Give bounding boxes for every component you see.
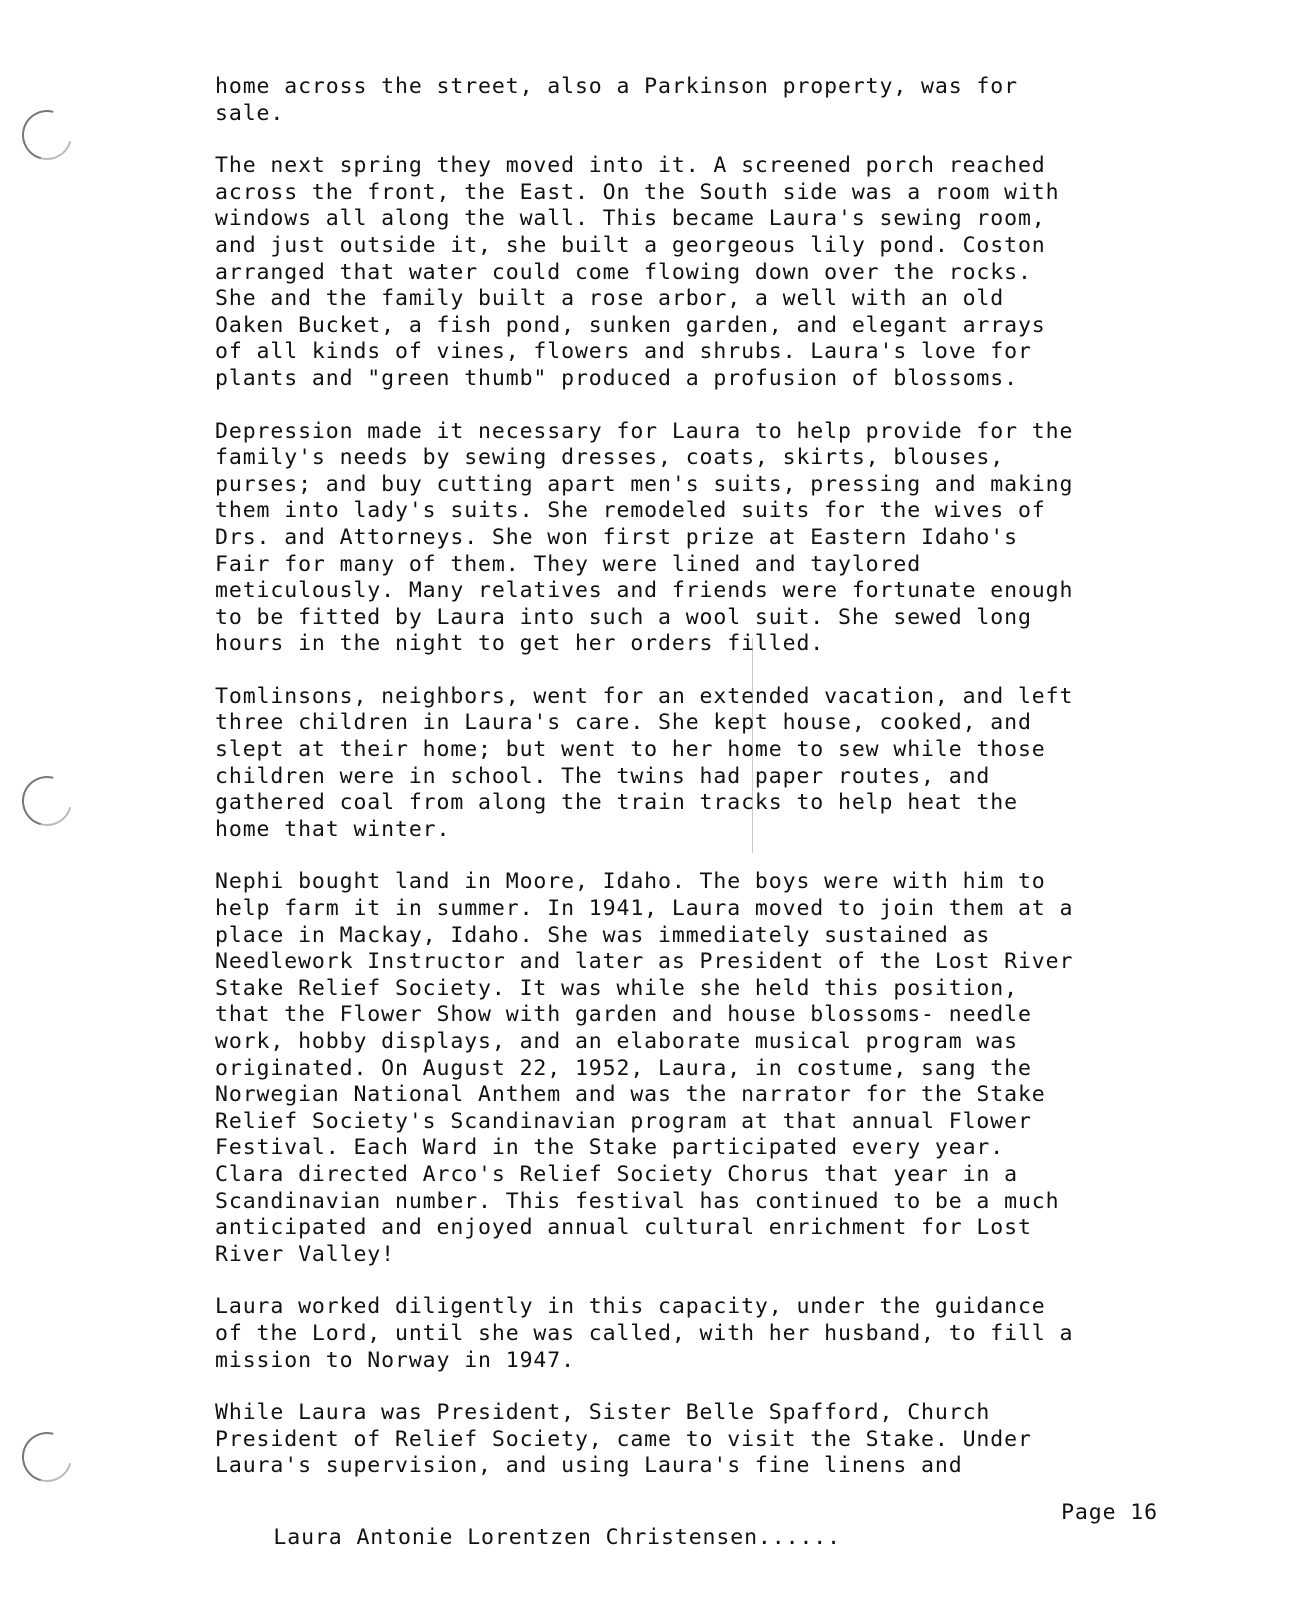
- paragraph-2: [215, 153, 1210, 392]
- page-footer: [218, 1500, 1158, 1600]
- text-line: home across the street, also a Parkinson property, was for: [215, 74, 1018, 99]
- text-line: Stake Relief Society. It was while she held this position,: [215, 975, 1018, 1001]
- text-line: mission to Norway in 1947.: [215, 1347, 575, 1373]
- text-line: Festival. Each Ward in the Stake participated every year.: [215, 1135, 1005, 1161]
- text-line: meticulously. Many relatives and friends were fortunate enough: [215, 578, 1074, 604]
- text-line: Depression made it necessary for Laura to help provide for the: [215, 418, 1074, 444]
- text-line: of all kinds of vines, flowers and shrubs. Laura's love for: [215, 339, 1032, 365]
- text-line: Oaken Bucket, a fish pond, sunken garden, and elegant arrays: [215, 312, 1046, 338]
- binder-hole-top: [13, 101, 81, 169]
- text-line: and just outside it, she built a georgeous lily pond. Coston: [215, 232, 1046, 258]
- text-line: arranged that water could come flowing down over the rocks.: [215, 259, 1032, 285]
- text-line: plants and "green thumb" produced a profusion of blossoms.: [215, 365, 1018, 391]
- text-line: She and the family built a rose arbor, a well with an old: [215, 286, 1005, 312]
- paragraph-3: [215, 419, 1210, 658]
- text-line: gathered coal from along the train tracks to help heat the: [215, 790, 1018, 816]
- text-line: of the Lord, until she was called, with her husband, to fill a: [215, 1320, 1074, 1346]
- text-line: children were in school. The twins had paper routes, and: [215, 763, 991, 789]
- footer-title: Laura Antonie Lorentzen Christensen......: [273, 1525, 841, 1550]
- text-line: Tomlinsons, neighbors, went for an extended vacation, and left: [215, 683, 1074, 709]
- text-line: River Valley!: [215, 1241, 395, 1267]
- text-line: Scandinavian number. This festival has continued to be a much: [215, 1188, 1060, 1214]
- text-line: to be fitted by Laura into such a wool suit. She sewed long: [215, 604, 1032, 630]
- text-line: Relief Society's Scandinavian program at that annual Flower: [215, 1108, 1032, 1134]
- text-line: anticipated and enjoyed annual cultural enrichment for Lost: [215, 1215, 1032, 1241]
- paragraph-7: [215, 1400, 1210, 1480]
- text-line: While Laura was President, Sister Belle Spafford, Church: [215, 1400, 991, 1426]
- document-body: [215, 74, 1210, 1506]
- text-line: Laura's supervision, and using Laura's fine linens and: [215, 1453, 963, 1479]
- text-line: hours in the night to get her orders filled.: [215, 631, 825, 657]
- text-line: help farm it in summer. In 1941, Laura moved to join them at a: [215, 896, 1074, 922]
- text-line: home that winter.: [215, 816, 451, 842]
- text-line: President of Relief Society, came to visit the Stake. Under: [215, 1426, 1032, 1452]
- text-line: sale.: [215, 100, 285, 126]
- paragraph-5: [215, 869, 1210, 1268]
- paragraph-1: [215, 74, 1210, 127]
- paragraph-6: [215, 1294, 1210, 1374]
- text-line: place in Mackay, Idaho. She was immediately sustained as: [215, 922, 991, 948]
- text-line: Drs. and Attorneys. She won first prize at Eastern Idaho's: [215, 524, 1018, 550]
- text-line: Clara directed Arco's Relief Society Chorus that year in a: [215, 1161, 1018, 1187]
- text-line: family's needs by sewing dresses, coats, skirts, blouses,: [215, 445, 1005, 471]
- page-number: Page 16: [1061, 1500, 1158, 1525]
- text-line: Needlework Instructor and later as President of the Lost River: [215, 949, 1074, 975]
- text-line: The next spring they moved into it. A screened porch reached: [215, 153, 1046, 179]
- binder-hole-bottom: [13, 1423, 81, 1491]
- text-line: Fair for many of them. They were lined and taylored: [215, 551, 922, 577]
- text-line: Laura worked diligently in this capacity, under the guidance: [215, 1294, 1046, 1320]
- text-line: three children in Laura's care. She kept house, cooked, and: [215, 710, 1032, 736]
- text-line: purses; and buy cutting apart men's suits, pressing and making: [215, 471, 1074, 497]
- text-line: work, hobby displays, and an elaborate musical program was: [215, 1029, 1018, 1054]
- paragraph-4: [215, 684, 1210, 844]
- text-line: across the front, the East. On the South side was a room with: [215, 179, 1060, 205]
- text-line: slept at their home; but went to her home to sew while those: [215, 737, 1046, 763]
- text-line: them into lady's suits. She remodeled suits for the wives of: [215, 498, 1046, 524]
- text-line: Norwegian National Anthem and was the narrator for the Stake: [215, 1082, 1046, 1108]
- text-line: that the Flower Show with garden and house blossoms- needle: [215, 1002, 1032, 1028]
- text-line: originated. On August 22, 1952, Laura, in costume, sang the: [215, 1055, 1032, 1081]
- binder-hole-middle: [13, 767, 81, 835]
- text-line: Nephi bought land in Moore, Idaho. The boys were with him to: [215, 869, 1046, 895]
- text-line: windows all along the wall. This became Laura's sewing room,: [215, 206, 1046, 232]
